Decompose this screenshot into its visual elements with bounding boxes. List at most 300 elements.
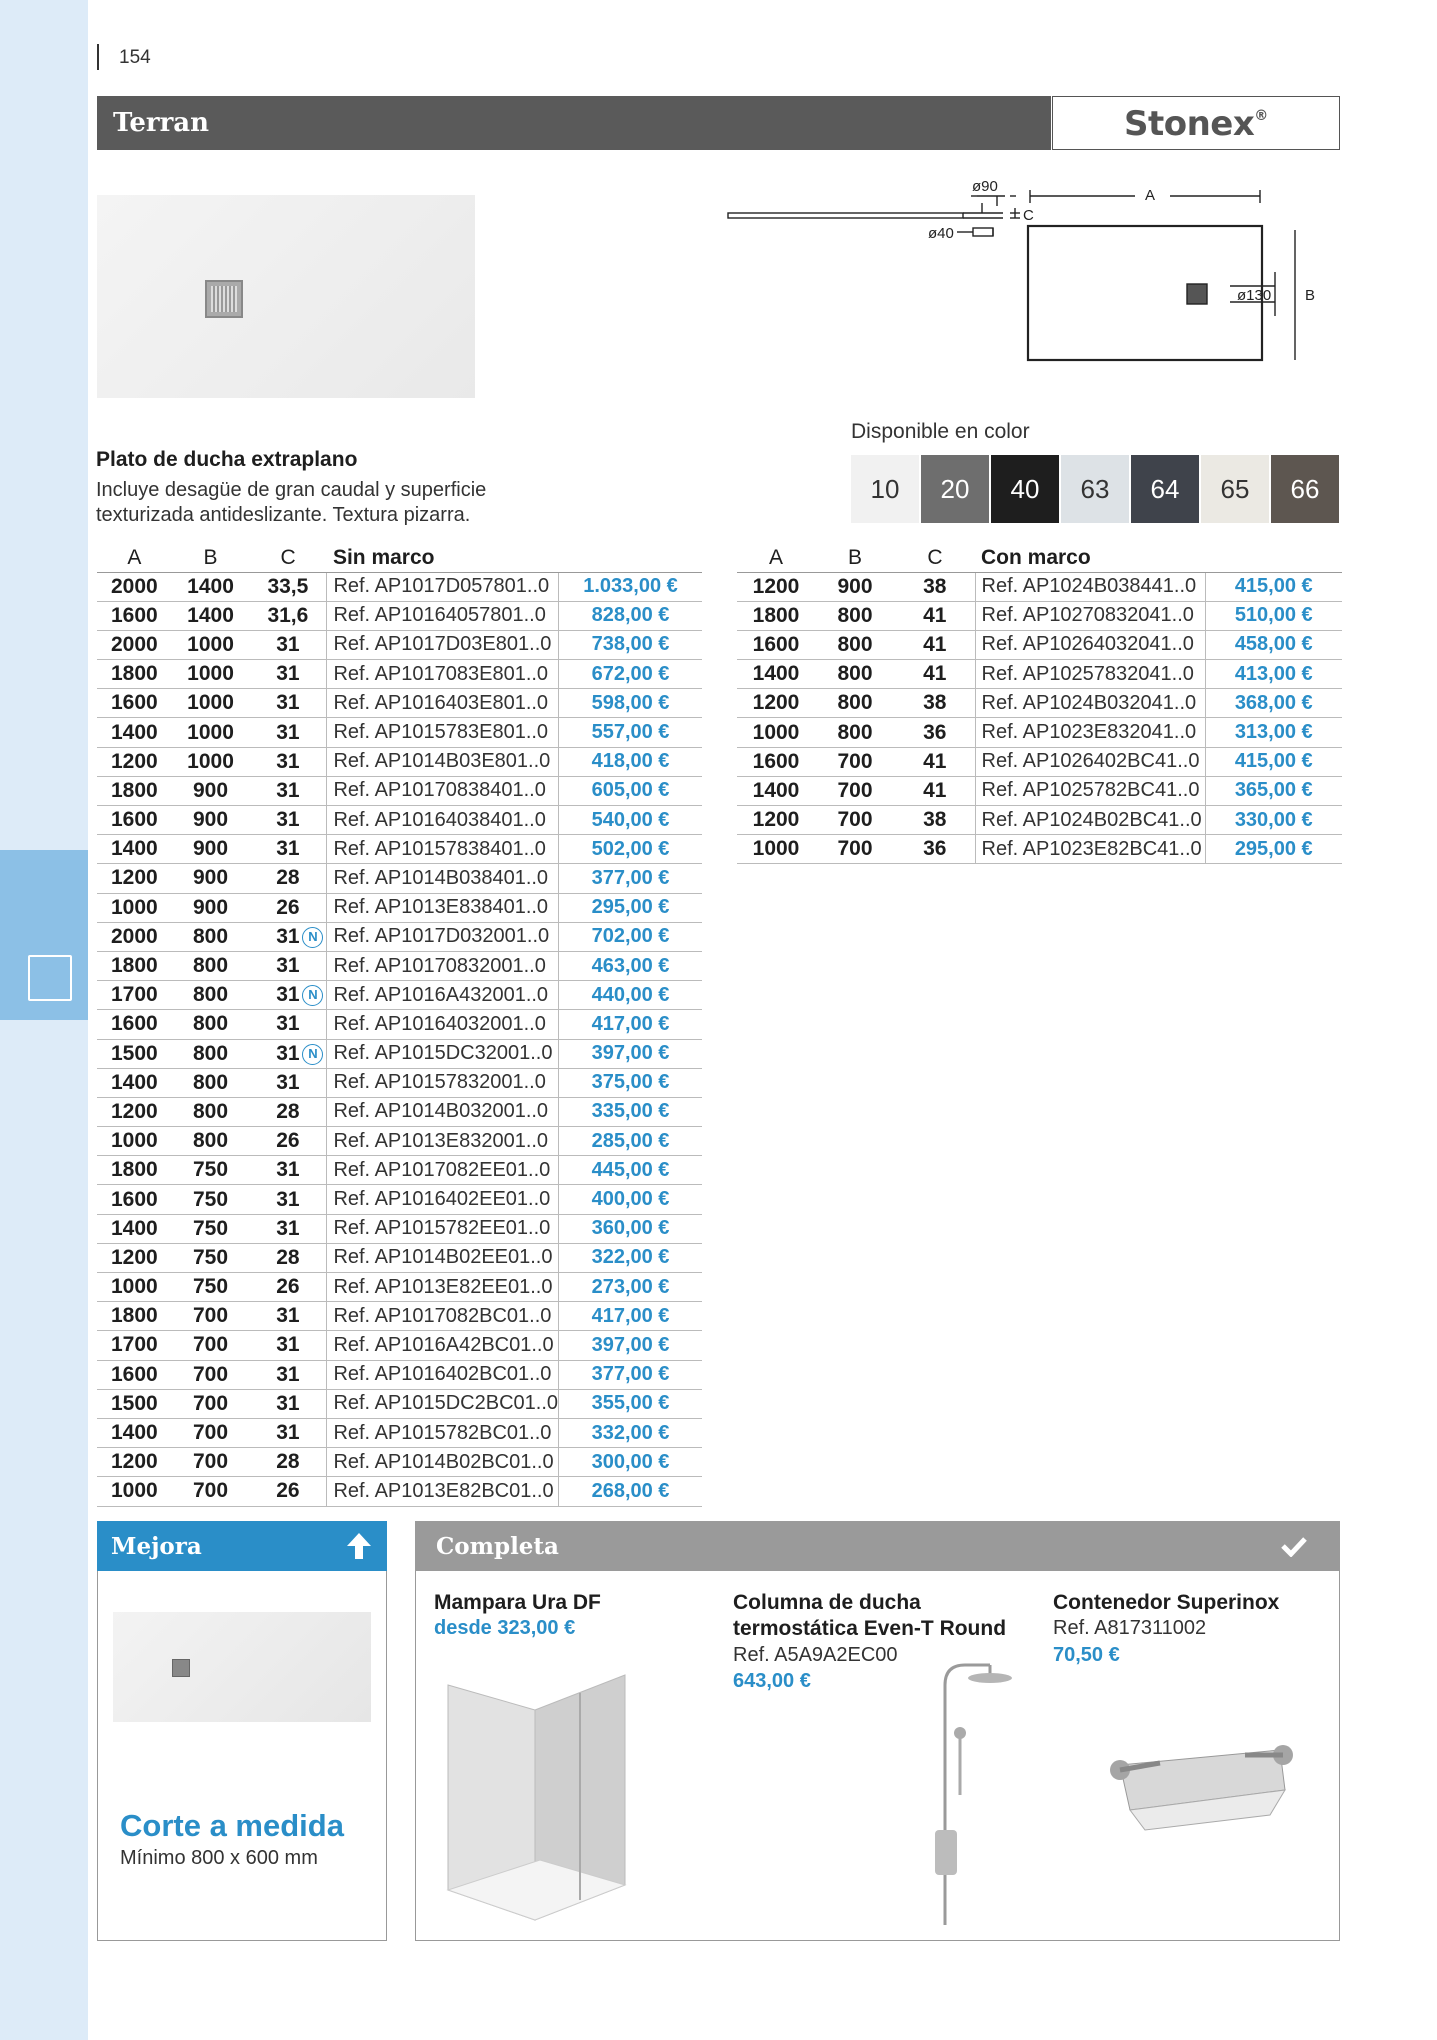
cell-price: 540,00 €: [559, 806, 702, 835]
cell-price: 400,00 €: [559, 1185, 702, 1214]
ref-text: Ref. AP10164057801..0: [333, 604, 546, 627]
cell-a: 1800: [97, 776, 172, 805]
cell-price: 605,00 €: [559, 776, 702, 805]
cell-a: 1800: [737, 601, 815, 630]
cell-b: 1400: [172, 601, 250, 630]
cell-b: 750: [172, 1214, 250, 1243]
cell-price: 502,00 €: [559, 835, 702, 864]
cell-b: 800: [172, 922, 250, 951]
dim-label-40: ø40: [928, 225, 954, 242]
cell-a: 1400: [97, 835, 172, 864]
table-row: [737, 806, 1342, 835]
cell-ref: [327, 1214, 559, 1243]
cell-a: 1400: [97, 1418, 172, 1447]
mampara-product-image: [440, 1665, 630, 1925]
cell-ref: [327, 601, 559, 630]
dim-label-90: ø90: [972, 178, 998, 195]
left-margin-strip: [0, 0, 88, 2040]
ref-text: Ref. AP10164032001..0: [333, 1012, 546, 1035]
cell-c: 31: [249, 1360, 327, 1389]
ref-text: Ref. AP1017D032001..0: [333, 925, 550, 948]
table-row: [97, 1389, 702, 1418]
cell-price: 445,00 €: [559, 1156, 702, 1185]
cell-ref: [975, 806, 1205, 835]
drain-top-icon: [1187, 284, 1207, 304]
cell-b: 900: [172, 835, 250, 864]
cell-price: 300,00 €: [559, 1448, 702, 1477]
item-contenedor-name: Contenedor Superinox: [1053, 1591, 1280, 1614]
cell-a: 1500: [97, 1039, 172, 1068]
cell-price: 368,00 €: [1205, 689, 1342, 718]
item-mampara-price: desde 323,00 €: [434, 1617, 576, 1639]
tray-top-view: [1028, 226, 1262, 360]
cell-price: 397,00 €: [559, 1039, 702, 1068]
mejora-title: Mejora: [111, 1533, 202, 1560]
table-row: [97, 1360, 702, 1389]
cell-a: 1200: [737, 806, 815, 835]
cell-a: 1700: [97, 981, 172, 1010]
cell-price: 510,00 €: [1205, 601, 1342, 630]
color-swatch-65[interactable]: 65: [1201, 455, 1269, 523]
dim-label-a: A: [1145, 187, 1156, 204]
cell-a: 1600: [97, 601, 172, 630]
cell-ref: [327, 1360, 559, 1389]
ref-text: Ref. AP1014B03E801..0: [333, 750, 551, 773]
cell-ref: [327, 1418, 559, 1447]
cell-c: 28: [249, 864, 327, 893]
ref-text: Ref. AP1014B02EE01..0: [333, 1246, 553, 1269]
ref-text: Ref. AP1017083E801..0: [333, 662, 549, 685]
cell-b: 800: [172, 1127, 250, 1156]
item-columna-price: 643,00 €: [733, 1670, 811, 1692]
cell-price: 285,00 €: [559, 1127, 702, 1156]
cell-b: 700: [815, 835, 895, 864]
cell-c: 31: [249, 718, 327, 747]
cell-b: 700: [172, 1448, 250, 1477]
item-columna-ref: Ref. A5A9A2EC00: [733, 1644, 898, 1666]
cell-price: 355,00 €: [559, 1389, 702, 1418]
colors-label: Disponible en color: [851, 420, 1030, 443]
cell-ref: [308, 922, 559, 951]
cell-a: 1200: [97, 1448, 172, 1477]
ref-text: Ref. AP1013E82EE01..0: [333, 1275, 553, 1298]
col-header-a: A: [97, 545, 172, 572]
cell-c: 41: [895, 776, 975, 805]
table-row: [97, 1477, 702, 1506]
cell-price: 335,00 €: [559, 1097, 702, 1126]
cell-ref: [327, 1185, 559, 1214]
cell-ref: [975, 718, 1205, 747]
cell-b: 700: [172, 1418, 250, 1447]
cell-ref: [308, 1039, 559, 1068]
cell-a: 1000: [737, 718, 815, 747]
table-row: [97, 1243, 702, 1272]
table-row: [97, 1418, 702, 1447]
cell-price: 738,00 €: [559, 630, 702, 659]
cell-a: 1600: [97, 1185, 172, 1214]
table-row: [737, 601, 1342, 630]
drain-grate-icon: [205, 280, 243, 318]
table-header-row: [97, 545, 702, 572]
cell-ref: [327, 1273, 559, 1302]
cell-price: 702,00 €: [559, 922, 702, 951]
ref-text: Ref. AP10157838401..0: [333, 837, 546, 860]
cell-a: 1200: [97, 1243, 172, 1272]
cell-b: 800: [815, 689, 895, 718]
cell-a: 1600: [737, 747, 815, 776]
color-swatch-20[interactable]: 20: [921, 455, 989, 523]
table-row: [97, 1127, 702, 1156]
cell-c: 31: [249, 1302, 327, 1331]
table-row: [737, 630, 1342, 659]
item-columna-name: Columna de ducha termostática Even-T Round: [733, 1591, 1007, 1640]
cell-price: 377,00 €: [559, 864, 702, 893]
cell-ref: [975, 689, 1205, 718]
cell-c: 31: [249, 922, 327, 951]
cell-ref: [327, 572, 559, 601]
page-number: 154: [119, 47, 151, 68]
ref-text: Ref. AP10264032041..0: [981, 633, 1194, 656]
cell-price: 273,00 €: [559, 1273, 702, 1302]
table-row: [97, 806, 702, 835]
cell-ref: [975, 630, 1205, 659]
product-description-title: Plato de ducha extraplano: [96, 448, 358, 471]
cell-a: 1800: [97, 951, 172, 980]
color-swatch-63[interactable]: 63: [1061, 455, 1129, 523]
col-header-b: B: [172, 545, 250, 572]
cell-a: 1500: [97, 1389, 172, 1418]
cell-b: 1000: [172, 689, 250, 718]
cell-c: 26: [249, 1127, 327, 1156]
corte-a-medida-subtitle: Mínimo 800 x 600 mm: [120, 1847, 318, 1869]
cell-a: 1400: [737, 776, 815, 805]
cell-a: 1800: [97, 1156, 172, 1185]
ref-text: Ref. AP1017D03E801..0: [333, 633, 552, 656]
cell-c: 38: [895, 572, 975, 601]
table-row: [97, 1097, 702, 1126]
table-row: [97, 660, 702, 689]
cell-price: 295,00 €: [559, 893, 702, 922]
cell-ref: [327, 951, 559, 980]
table-row: [97, 630, 702, 659]
cell-a: 1600: [97, 1360, 172, 1389]
shower-tray-icon: [28, 955, 72, 1001]
cell-b: 700: [172, 1302, 250, 1331]
cell-price: 417,00 €: [559, 1302, 702, 1331]
cell-b: 800: [172, 1039, 250, 1068]
cell-ref: [327, 835, 559, 864]
cell-price: 397,00 €: [559, 1331, 702, 1360]
cell-ref: [327, 630, 559, 659]
ref-text: Ref. AP1014B038401..0: [333, 866, 549, 889]
table-row: [737, 689, 1342, 718]
ref-text: Ref. AP1023E82BC41..0: [981, 837, 1202, 860]
table-row: [97, 981, 702, 1010]
ref-text: Ref. AP1024B032041..0: [981, 691, 1197, 714]
table-row: [737, 747, 1342, 776]
cell-c: 26: [249, 893, 327, 922]
table-row: [97, 1331, 702, 1360]
ref-text: Ref. AP1014B032001..0: [333, 1100, 549, 1123]
ref-text: Ref. AP1024B02BC41..0: [981, 808, 1202, 831]
cell-c: 26: [249, 1477, 327, 1506]
table-row: [97, 1214, 702, 1243]
cell-b: 900: [172, 893, 250, 922]
ref-text: Ref. AP1025782BC41..0: [981, 779, 1200, 802]
cell-ref: [308, 981, 559, 1010]
cell-ref: [327, 1302, 559, 1331]
cell-ref: [327, 1448, 559, 1477]
drain-pipe: [973, 228, 993, 236]
cell-b: 800: [172, 1068, 250, 1097]
cell-c: 31: [249, 776, 327, 805]
cell-c: 31: [249, 981, 327, 1010]
cell-b: 1000: [172, 747, 250, 776]
cell-ref: [327, 1331, 559, 1360]
product-family-title: Terran: [113, 108, 210, 138]
cell-c: 31: [249, 1214, 327, 1243]
cell-c: 31: [249, 747, 327, 776]
ref-text: Ref. AP1016402BC01..0: [333, 1363, 552, 1386]
col-header-c: C: [249, 545, 327, 572]
section-tab[interactable]: [0, 850, 88, 1020]
cell-a: 1000: [97, 893, 172, 922]
cell-b: 750: [172, 1273, 250, 1302]
table-row: [97, 776, 702, 805]
color-swatch-64[interactable]: 64: [1131, 455, 1199, 523]
new-badge-icon: N: [302, 1044, 323, 1065]
ref-text: Ref. AP10157832001..0: [333, 1071, 546, 1094]
cell-c: 41: [895, 660, 975, 689]
ref-text: Ref. AP1015DC32001..0: [333, 1042, 553, 1065]
table-row: [97, 601, 702, 630]
cell-c: 31: [249, 1185, 327, 1214]
cell-ref: [327, 1243, 559, 1272]
cell-c: 33,5: [249, 572, 327, 601]
cell-a: 1400: [97, 1068, 172, 1097]
table-row: [737, 718, 1342, 747]
cell-b: 700: [815, 747, 895, 776]
cell-price: 413,00 €: [1205, 660, 1342, 689]
technical-drawing: [725, 170, 1345, 370]
cell-ref: [327, 1097, 559, 1126]
cell-ref: [327, 689, 559, 718]
cell-c: 31: [249, 689, 327, 718]
cell-c: 31: [249, 660, 327, 689]
table-row: [97, 1448, 702, 1477]
con-marco-table: [737, 545, 1342, 864]
cell-b: 700: [815, 776, 895, 805]
table-row: [97, 1068, 702, 1097]
cell-price: 417,00 €: [559, 1010, 702, 1039]
ref-text: Ref. AP1023E832041..0: [981, 721, 1197, 744]
cell-a: 2000: [97, 922, 172, 951]
cell-a: 1600: [97, 689, 172, 718]
cell-price: 360,00 €: [559, 1214, 702, 1243]
ref-text: Ref. AP1016403E801..0: [333, 691, 549, 714]
table-row: [737, 660, 1342, 689]
cell-b: 900: [815, 572, 895, 601]
dim-label-c: C: [1023, 207, 1034, 224]
completa-title: Completa: [436, 1533, 559, 1560]
cell-a: 2000: [97, 630, 172, 659]
cell-c: 38: [895, 806, 975, 835]
table-header-row: [737, 545, 1342, 572]
ref-text: Ref. AP1016402EE01..0: [333, 1188, 551, 1211]
cell-ref: [327, 893, 559, 922]
cell-price: 268,00 €: [559, 1477, 702, 1506]
col-header-b: B: [815, 545, 895, 572]
cell-a: 1200: [97, 864, 172, 893]
drain-grate-icon: [172, 1659, 190, 1677]
cell-c: 31: [249, 1418, 327, 1447]
table-row: [97, 1010, 702, 1039]
table-row: [97, 864, 702, 893]
cell-a: 1200: [97, 747, 172, 776]
cell-ref: [327, 718, 559, 747]
cell-c: 31: [249, 1389, 327, 1418]
color-swatch-40[interactable]: 40: [991, 455, 1059, 523]
cell-b: 800: [815, 718, 895, 747]
table-row: [737, 835, 1342, 864]
table-row: [97, 718, 702, 747]
ref-text: Ref. AP1015782BC01..0: [333, 1421, 552, 1444]
cell-b: 900: [172, 864, 250, 893]
col-header-c: C: [895, 545, 975, 572]
ref-text: Ref. AP1016A42BC01..0: [333, 1333, 554, 1356]
brand-logo: Stonex®: [1124, 104, 1268, 144]
shower-column-product-image: [920, 1645, 1030, 1935]
cell-price: 415,00 €: [1205, 572, 1342, 601]
ref-text: Ref. AP1026402BC41..0: [981, 750, 1200, 773]
cell-ref: [327, 1389, 559, 1418]
cell-c: 31: [249, 1068, 327, 1097]
item-contenedor-ref: Ref. A817311002: [1053, 1617, 1207, 1639]
table-row: [97, 1039, 702, 1068]
cell-ref: [327, 1156, 559, 1185]
tray-profile: [728, 213, 963, 218]
cell-b: 1000: [172, 718, 250, 747]
ref-text: Ref. AP1014B02BC01..0: [333, 1450, 554, 1473]
cell-ref: [327, 864, 559, 893]
cell-b: 800: [815, 660, 895, 689]
ref-text: Ref. AP1016A432001..0: [333, 983, 549, 1006]
color-swatches: [851, 455, 1339, 523]
table-row: [97, 1185, 702, 1214]
cell-a: 1600: [737, 630, 815, 659]
table-row: [97, 1156, 702, 1185]
cell-b: 750: [172, 1185, 250, 1214]
cell-b: 800: [172, 951, 250, 980]
ref-text: Ref. AP1015783E801..0: [333, 721, 549, 744]
ref-text: Ref. AP1024B038441..0: [981, 575, 1197, 598]
cell-ref: [327, 1068, 559, 1097]
cell-ref: [975, 601, 1205, 630]
cell-b: 700: [815, 806, 895, 835]
cell-price: 672,00 €: [559, 660, 702, 689]
cell-ref: [327, 806, 559, 835]
cell-price: 557,00 €: [559, 718, 702, 747]
ref-text: Ref. AP1017D057801..0: [333, 575, 550, 598]
cell-c: 41: [895, 601, 975, 630]
cell-c: 36: [895, 718, 975, 747]
cell-price: 1.033,00 €: [559, 572, 702, 601]
cell-b: 700: [172, 1477, 250, 1506]
cell-price: 313,00 €: [1205, 718, 1342, 747]
cell-a: 1200: [97, 1097, 172, 1126]
item-contenedor-price: 70,50 €: [1053, 1644, 1120, 1666]
cell-b: 750: [172, 1243, 250, 1272]
cell-price: 295,00 €: [1205, 835, 1342, 864]
product-description-text: Incluye desagüe de gran caudal y superficie texturizada antideslizante. Textura pizarra.: [96, 479, 487, 526]
cell-a: 1400: [97, 1214, 172, 1243]
cell-b: 700: [172, 1389, 250, 1418]
cell-c: 41: [895, 630, 975, 659]
mejora-panel: [97, 1521, 387, 1941]
cell-b: 750: [172, 1156, 250, 1185]
cell-price: 458,00 €: [1205, 630, 1342, 659]
ref-text: Ref. AP1013E838401..0: [333, 896, 549, 919]
item-mampara-name: Mampara Ura DF: [434, 1591, 601, 1614]
header-bar: [97, 96, 1051, 150]
cell-a: 1600: [97, 806, 172, 835]
cell-ref: [975, 776, 1205, 805]
ref-text: Ref. AP10170832001..0: [333, 954, 546, 977]
ref-text: Ref. AP1017082BC01..0: [333, 1304, 552, 1327]
cell-b: 800: [172, 1010, 250, 1039]
cell-a: 1000: [97, 1127, 172, 1156]
cell-b: 1000: [172, 630, 250, 659]
ref-text: Ref. AP1015782EE01..0: [333, 1217, 551, 1240]
cell-b: 800: [172, 981, 250, 1010]
cell-c: 31: [249, 806, 327, 835]
sin-marco-table: [97, 545, 702, 1507]
table-row: [97, 1302, 702, 1331]
table-row: [97, 572, 702, 601]
cell-ref: [327, 1477, 559, 1506]
cell-c: 26: [249, 1273, 327, 1302]
cell-a: 1700: [97, 1331, 172, 1360]
dim-label-130: ø130: [1237, 287, 1272, 304]
contenedor-product-image: [1100, 1725, 1300, 1835]
cell-a: 1400: [737, 660, 815, 689]
cell-a: 2000: [97, 572, 172, 601]
cell-price: 332,00 €: [559, 1418, 702, 1447]
color-swatch-66[interactable]: 66: [1271, 455, 1339, 523]
cell-ref: [975, 660, 1205, 689]
table-row: [97, 922, 702, 951]
cell-price: 598,00 €: [559, 689, 702, 718]
cell-a: 1200: [737, 689, 815, 718]
table-row: [97, 893, 702, 922]
cell-c: 41: [895, 747, 975, 776]
cell-c: 31: [249, 835, 327, 864]
cell-c: 31: [249, 951, 327, 980]
cell-a: 1600: [97, 1010, 172, 1039]
cell-a: 1400: [97, 718, 172, 747]
page-number-divider: [97, 44, 99, 70]
cell-price: 418,00 €: [559, 747, 702, 776]
ref-text: Ref. AP1017082EE01..0: [333, 1158, 551, 1181]
ref-text: Ref. AP1015DC2BC01..0: [333, 1392, 559, 1415]
cell-b: 800: [815, 601, 895, 630]
cell-a: 1000: [97, 1477, 172, 1506]
cell-ref: [975, 572, 1205, 601]
cell-price: 440,00 €: [559, 981, 702, 1010]
ref-text: Ref. AP1013E82BC01..0: [333, 1479, 554, 1502]
color-swatch-10[interactable]: 10: [851, 455, 919, 523]
cell-c: 28: [249, 1097, 327, 1126]
